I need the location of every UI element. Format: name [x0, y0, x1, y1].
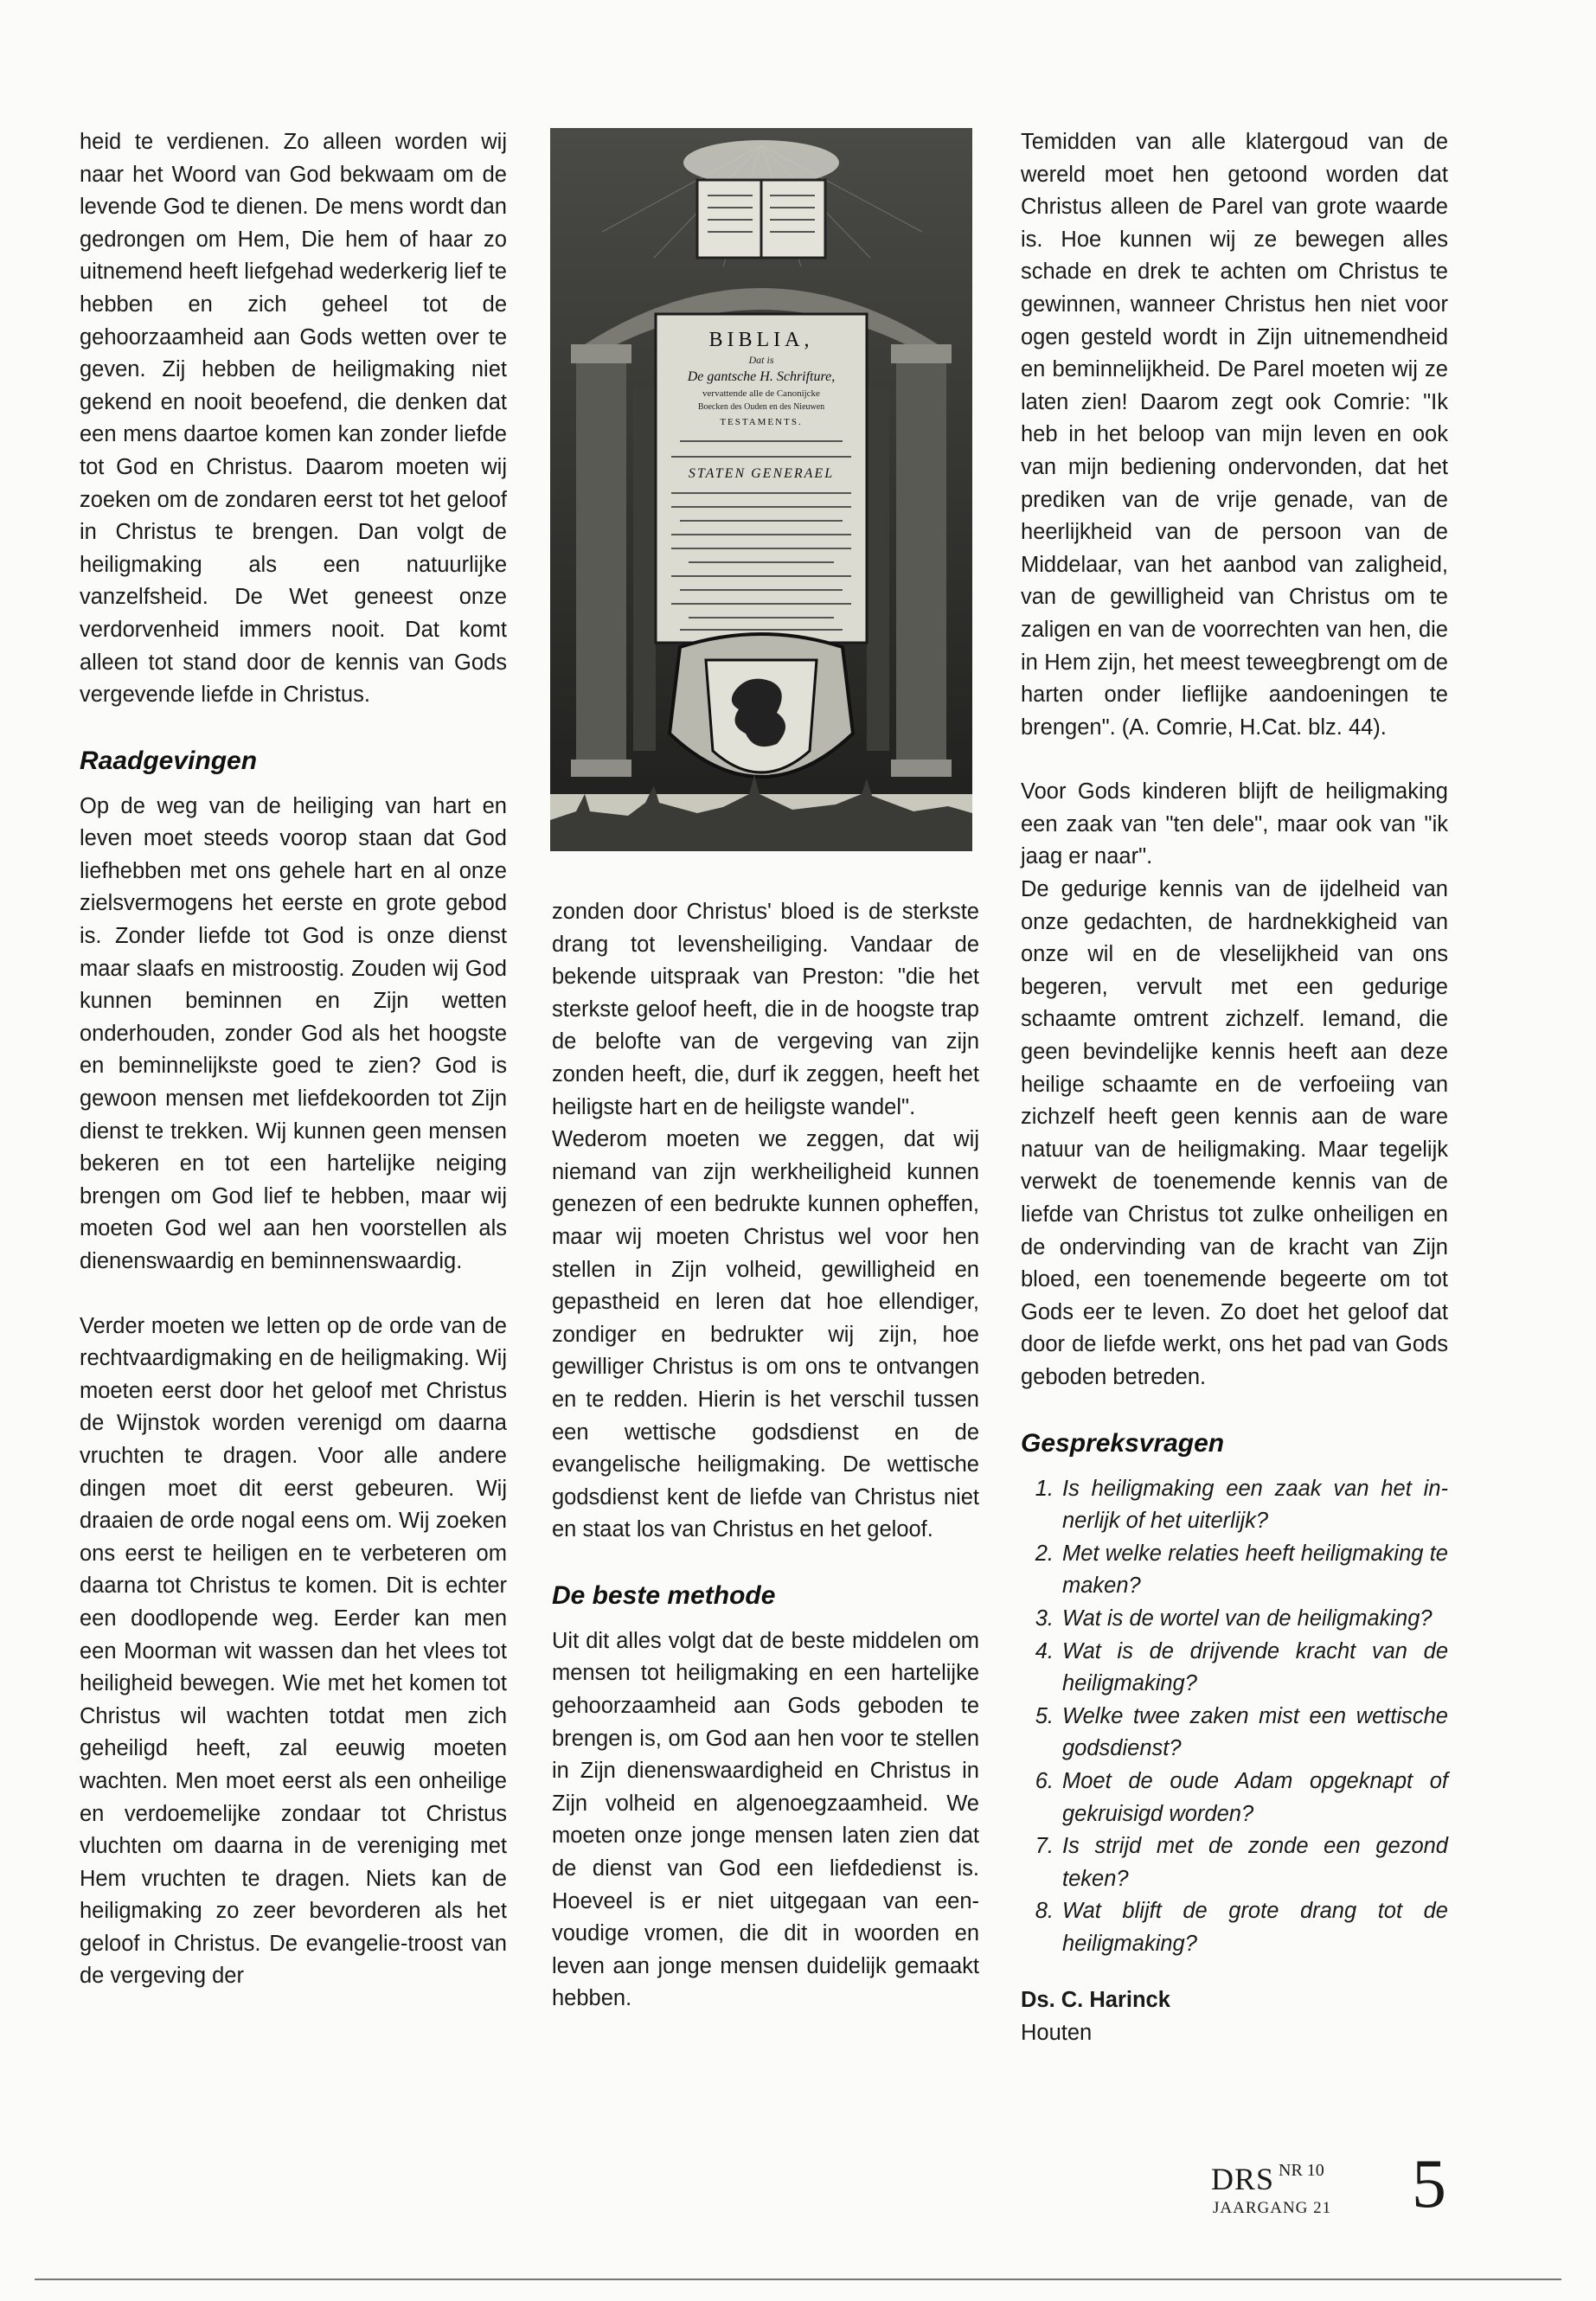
author-name: Ds. C. Harinck — [1021, 1988, 1170, 2013]
question-item — [1021, 1636, 1448, 1701]
figure-line-6: STATEN GENERAEL — [688, 466, 835, 481]
column-1-paragraph-2: Verder moeten we letten op de orde van de rechtvaardigmaking en de heiligmaking. Wij moeten eerst door het geloof met Christus de Wijnstok worden verenigd om daarna vruchten te dragen. Voor alle andere dingen moet dit eerst gebeuren. Wij draaien de orde nogal eens om. Wij zoeken ons eerst te heiligen en te verbeteren om daarna tot Christus te komen. Dit is echter een doodlopende weg. Eerder kan men een Moorman wit wassen dan het vlees tot heiligheid bewegen. Wie met het komen tot Christus wil wachten totdat men zich geheiligd heeft, zal eeuwig moeten wachten. Men moet eerst als een onheilige en verdoemelijke zondaar tot Christus vluchten om daarna in de vereniging met Hem vruchten te dragen. Niets kan de heiligmaking zo zeer bevorderen als het geloof in Christus. De evangelie-troost van de vergeving der — [80, 1313, 507, 1989]
question-item — [1021, 1603, 1448, 1636]
heading-raadgevingen: Raadgevingen — [80, 746, 258, 775]
question-item — [1021, 1895, 1448, 1960]
question-text: Is strijd met de zonde een gezond teken? — [1062, 1834, 1448, 1891]
question-text: Welke twee zaken mist een wettische godsdienst? — [1062, 1703, 1448, 1761]
figure-line-1: Dat is — [748, 354, 774, 366]
question-number: 4. — [1035, 1638, 1054, 1663]
column-3-paragraph-1: Temidden van alle klatergoud van de wereld moet hen getoond worden dat Christus alleen de Parel van grote waarde is. Hoe kunnen wij ze bewegen alles schade en drek te achten om Christus te gewinnen, wanneer Christus hen niet voor ogen gesteld wordt in Zijn uitnemendheid en beminnelijkheid. De Parel moeten wij ze laten zien! Daarom zegt ook Comrie: "Ik heb in het beloop van mijn leven en ook van mijn bediening ondervonden, dat het prediken van de vrije genade, van de heerlijkheid van de persoon van de Middelaar, van het aanbod van zaligheid, van de gewilligheid van Christus om te zaligen en van de voorrechten van hen, die in Hem zijn, het meest teweegbrengt om de harten onder lieflijke aandoeningen te brengen". (A. Comrie, H.Cat. blz. 44). — [1021, 130, 1448, 740]
question-item — [1021, 1766, 1448, 1830]
question-text: Wat blijft de grote drang tot de heiligmaking? — [1062, 1899, 1448, 1956]
column-1 — [80, 126, 507, 1993]
page-number: 5 — [1412, 2146, 1446, 2222]
column-2 — [552, 896, 979, 2016]
column-1-paragraph-1: Op de weg van de heiliging van hart en leven moet steeds voorop staan dat God liefhebben met ons gehele hart en al onze zielsvermogens het eerste en grote gebod is. Zonder liefde tot God is onze dienst maar slaafs en mistroostig. Zouden wij God kunnen beminnen en Zijn wetten onderhouden, zonder God als het hoogste en beminnelijkste goed te zien? God is gewoon mensen met liefdekoorden tot Zijn dienst te trekken. Wij kunnen geen mensen bekeren en tot een hartelijke neiging brengen om God lief te hebben, maar wij moeten God wel aan hen voorstellen als dienenswaardig en beminnenswaardig. — [80, 793, 507, 1273]
question-number: 5. — [1035, 1703, 1054, 1728]
question-item — [1021, 1830, 1448, 1895]
author-place: Houten — [1021, 2021, 1093, 2046]
question-number: 1. — [1035, 1476, 1054, 1501]
column-2-paragraph-2: Wederom moeten we zeggen, dat wij niemand van zijn werkheiligheid kunnen genezen of een bedrukte kunnen opheffen, maar wij moeten Christus wel voor hen stellen in Zijn volheid, gewilligheid en gepastheid en leren dat hoe ellendiger, zondiger en bedrukter wij zijn, hoe gewilliger Christus is om ons te ontvangen en te redden. Hierin is het verschil tussen een wettische godsdienst en de evangelische heiligmaking. De wettische godsdienst kent de liefde van Christus niet en staat los van Christus en het geloof. — [552, 1127, 979, 1542]
questions-list — [1021, 1473, 1448, 1961]
figure-line-5: TESTAMENTS. — [720, 417, 803, 427]
page-footer — [1211, 2146, 1471, 2239]
volume-label: JAARGANG 21 — [1213, 2199, 1332, 2217]
question-text: Wat is de drijvende kracht van de heiligmaking? — [1062, 1638, 1448, 1696]
heading-gespreksvragen: Gespreksvragen — [1021, 1428, 1225, 1458]
question-text: Met welke relaties heeft heiligmaking te maken? — [1062, 1541, 1448, 1599]
question-text: Is heiligmaking een zaak van het innerlijk of het uiterlijk? — [1062, 1476, 1448, 1534]
column-2-paragraph-1: zonden door Christus' bloed is de sterkste drang tot levensheiliging. Vandaar de bekende uitspraak van Preston: "die het sterkste geloof heeft, die in de hoogste trap de belofte van de vergeving van zijn zonden heeft, die, durf ik zeggen, heeft het heiligste hart en de heiligste wandel". — [552, 900, 979, 1119]
column-3-paragraph-3: De gedurige kennis van de ijdelheid van onze gedachten, de hardnekkigheid van onze wil en de vleselijkheid van ons begeren, vervult met een gedurige schaamte omtrent zichzelf. Iemand, die geen bevindelijke kennis heeft aan deze heilige schaamte en de verfoeiing van zichzelf heeft geen kennis aan de ware natuur van de heiligmaking. Maar tegelijk verwekt de toenemende kennis van de liefde van Christus tot zulke onheiligen en de ondervinding van de kracht van Zijn bloed, een toenemende begeerte om tot Gods eer te leven. Zo doet het geloof dat door de liefde werkt, ons het pad van Gods geboden betreden. — [1021, 877, 1448, 1389]
column-2-paragraph-3: Uit dit alles volgt dat de beste middelen om mensen tot heiligmaking en een hartelijke gehoorzaamheid aan Gods geboden te brengen is, om God aan hen voor te stellen in Zijn dienenswaardigheid en Christus in Zijn volheid en algenoegzaamheid. We moeten onze jonge mensen laten zien dat de dienst van God een liefdedienst is. Hoeveel is er niet uitgegaan van eenvoudige vromen, die dit in woorden en leven aan jonge mensen duidelijk gemaakt hebben. — [552, 1628, 979, 2011]
bottom-rule — [35, 2279, 1561, 2280]
heading-beste-methode: De beste methode — [552, 1580, 776, 1610]
question-text: Moet de oude Adam opgeknapt of gekruisigd worden? — [1062, 1768, 1448, 1826]
column-3-paragraph-2: Voor Gods kinderen blijft de heiligmaking een zaak van "ten dele", maar ook van "ik jaag er naar". — [1021, 779, 1448, 869]
figure-line-4: Boecken des Ouden en des Nieuwen — [697, 402, 825, 412]
question-item — [1021, 1473, 1448, 1538]
column-3 — [1021, 126, 1448, 2050]
question-number: 7. — [1035, 1834, 1054, 1859]
figure-line-3: vervattende alle de Canonijcke — [702, 388, 820, 399]
magazine-name: DRS — [1211, 2162, 1275, 2196]
question-number: 8. — [1035, 1899, 1054, 1924]
figure-title: BIBLIA, — [708, 329, 814, 351]
question-number: 2. — [1035, 1541, 1054, 1566]
question-number: 3. — [1035, 1606, 1054, 1631]
bible-titlepage-image — [550, 128, 972, 851]
question-text: Wat is de wortel van de heiligmaking? — [1062, 1606, 1433, 1631]
bible-engraving — [550, 128, 972, 851]
question-item — [1021, 1701, 1448, 1766]
figure-line-2: De gantsche H. Schrifture, — [687, 369, 836, 384]
question-item — [1021, 1538, 1448, 1603]
question-number: 6. — [1035, 1768, 1054, 1793]
issue-number: NR 10 — [1279, 2161, 1324, 2180]
column-1-intro: heid te verdienen. Zo alleen worden wij naar het Woord van God bekwaam om de levende God te dienen. De mens wordt dan gedrongen om Hem, Die hem of haar zo uitnemend heeft liefgehad wederkerig lief te hebben en zich geheel tot de gehoorzaamheid aan Gods wetten over te geven. Zij hebben de heiligmaking niet gekend en nooit beoefend, die denken dat een mens daartoe komen kan zonder liefde tot God en Christus. Daarom moeten wij zoeken om de zondaren eerst tot het geloof in Christus te brengen. Dan volgt de heiligmaking als een natuurlijke vanzelfsheid. De Wet geneest onze verdorvenheid immers nooit. Dat komt alleen tot stand door de kennis van Gods vergevende liefde in Christus. — [80, 130, 507, 708]
